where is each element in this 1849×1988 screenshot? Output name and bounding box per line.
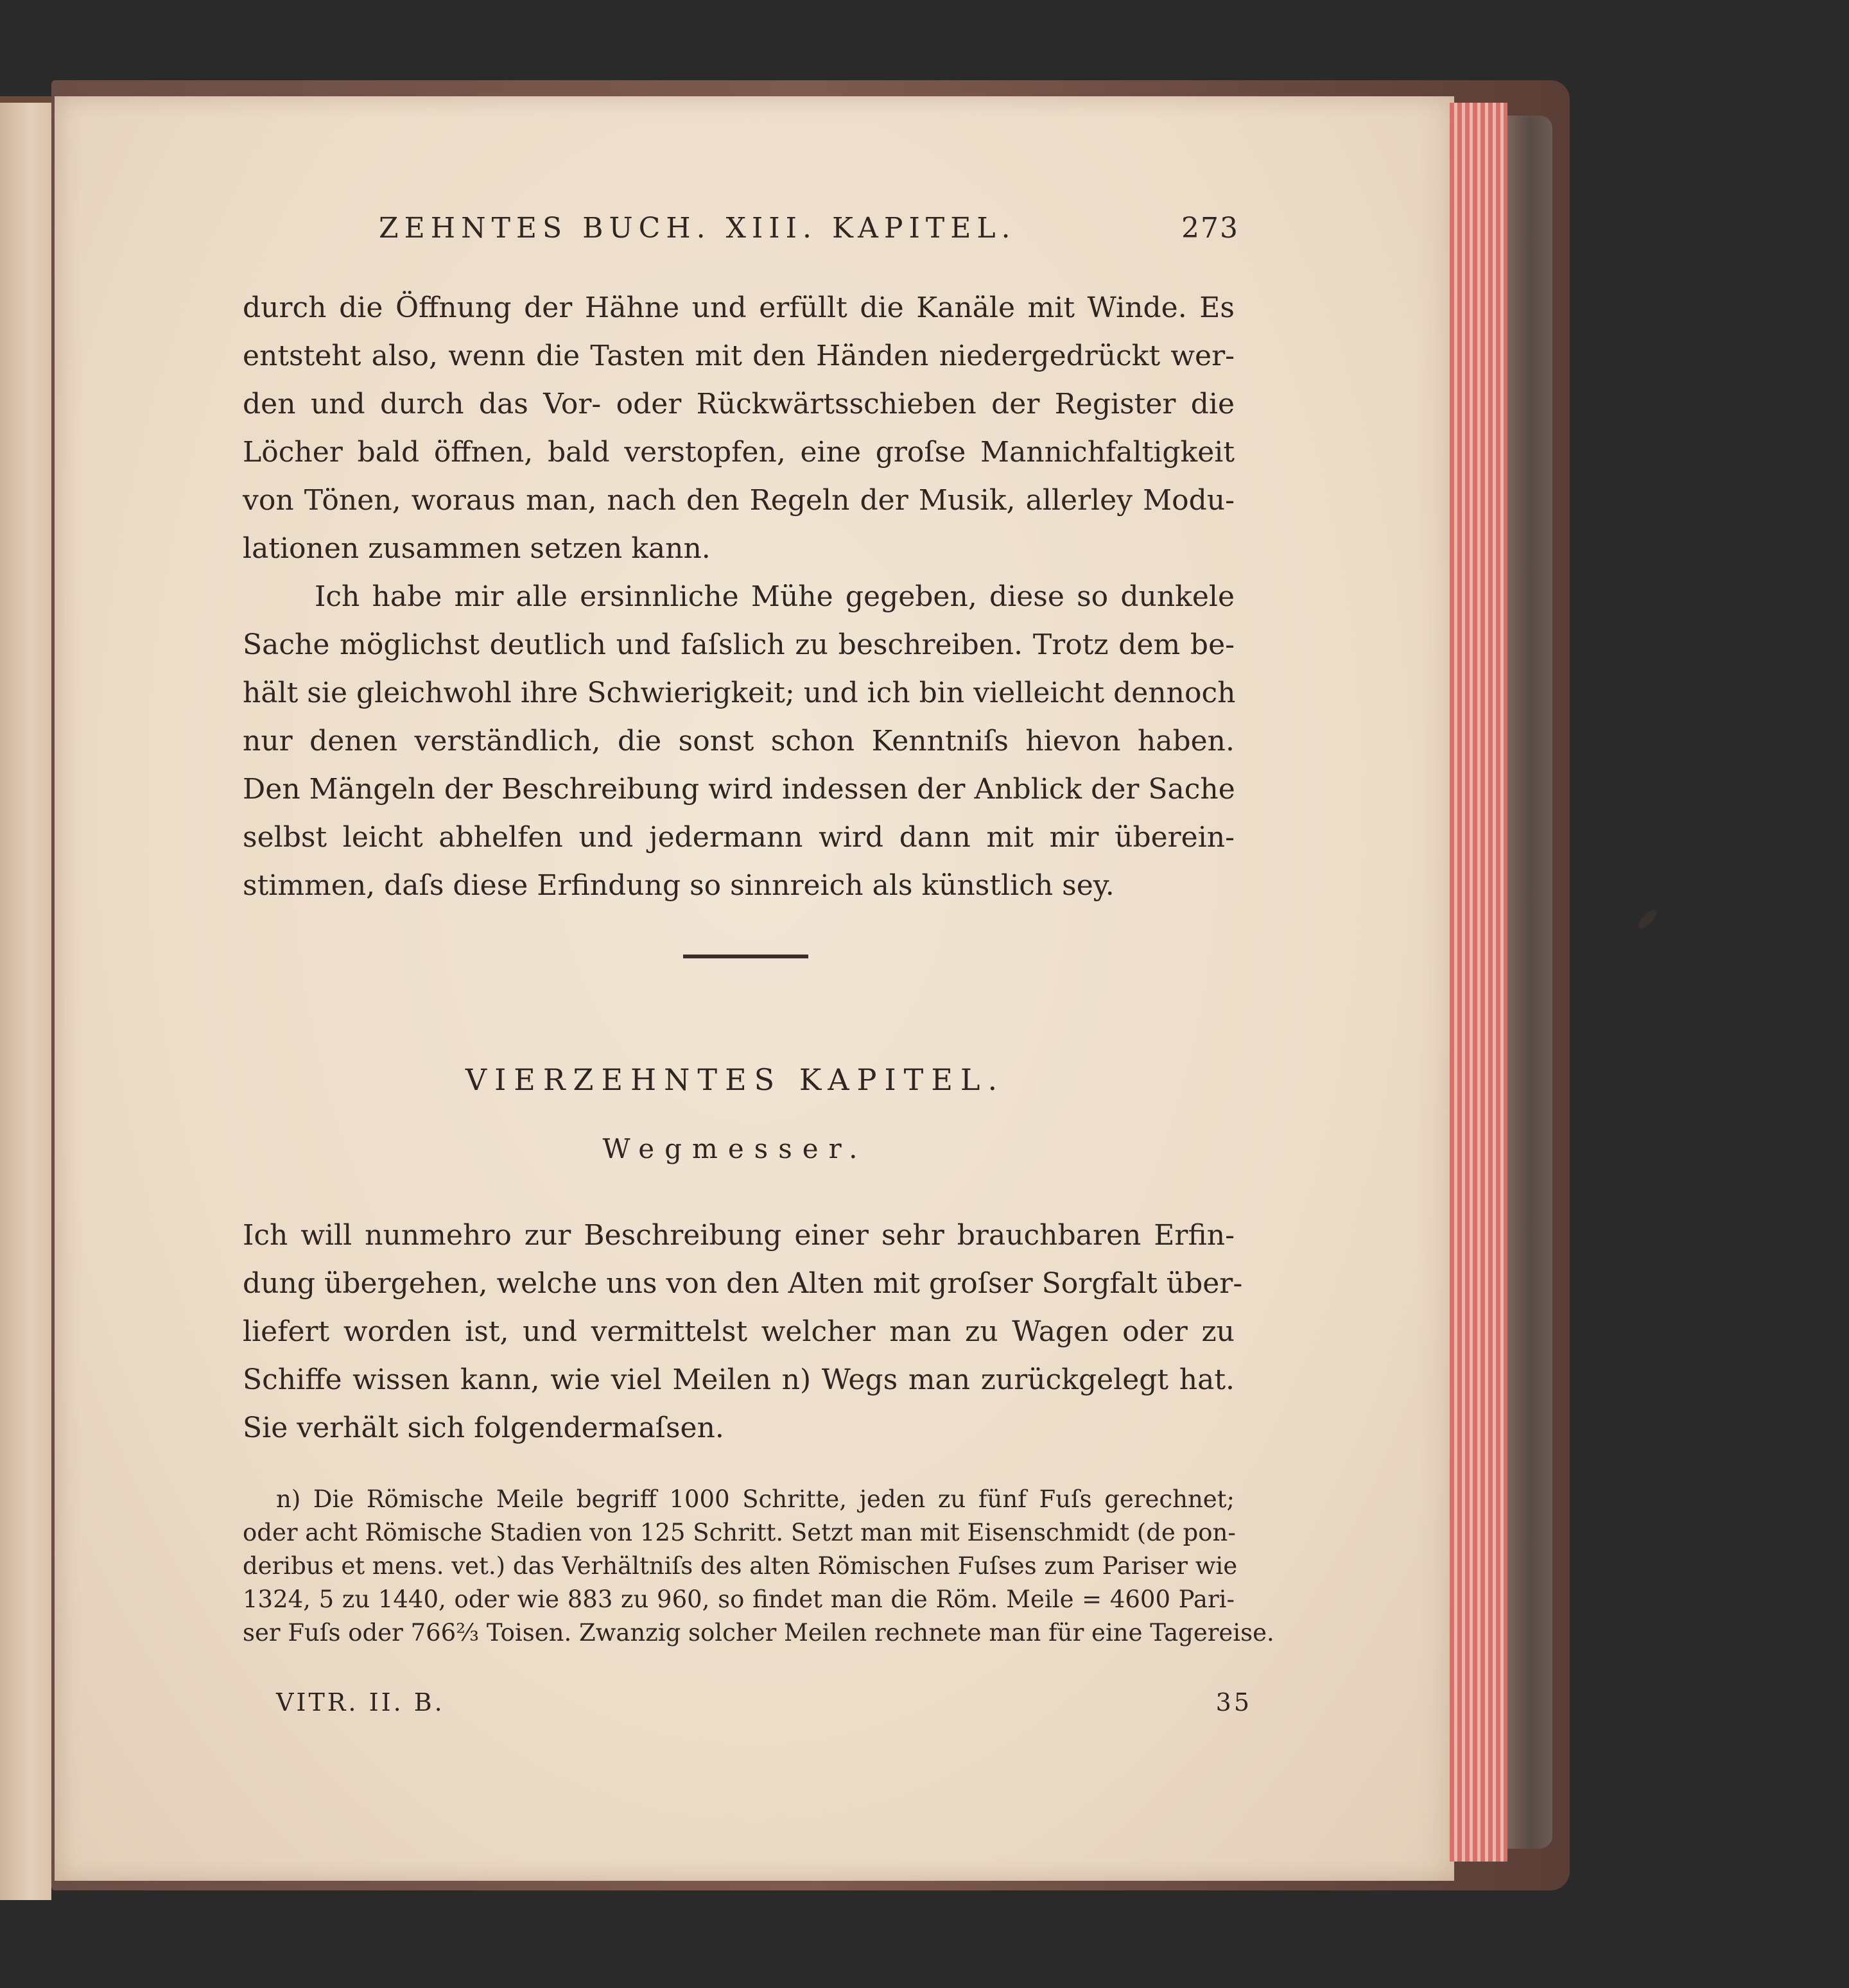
signature-mark: VITR. II. B. — [276, 1688, 445, 1716]
paragraph1-line: durch die Öffnung der Hähne und erfüllt die Kanäle mit Winde. Es — [243, 291, 1235, 324]
chapter-title: VIERZEHNTES KAPITEL. — [465, 1062, 1005, 1097]
page-number: 273 — [1181, 212, 1239, 245]
paragraph1-line: Löcher bald öffnen, bald verstopfen, eine groſse Mannichfaltigkeit — [243, 436, 1235, 469]
page-footer — [276, 1688, 1252, 1716]
paragraph3-line: liefert worden ist, und vermittelst welcher man zu Wagen oder zu — [243, 1315, 1235, 1348]
paragraph2-line: nur denen verständlich, die sonst schon Kenntniſs hievon haben. — [243, 725, 1235, 757]
paragraph2-line: hält sie gleichwohl ihre Schwierigkeit; und ich bin vielleicht dennoch — [243, 677, 1236, 709]
paragraph1-line: lationen zusammen setzen kann. — [243, 532, 711, 565]
paragraph2-line: Sache möglichst deutlich und faſslich zu beschreiben. Trotz dem be- — [243, 628, 1235, 661]
paragraph3-line: Ich will nunmehro zur Beschreibung einer sehr brauchbaren Erfin- — [243, 1219, 1235, 1252]
chapter-subtitle: Wegmesser. — [602, 1133, 868, 1164]
running-header — [379, 212, 1239, 245]
footnote-line: 1324, 5 zu 1440, oder wie 883 zu 960, so findet man die Röm. Meile = 4600 Pari- — [243, 1586, 1235, 1613]
paragraph2-line: Ich habe mir alle ersinnliche Mühe gegeben, diese so dunkele — [315, 580, 1235, 613]
footnote-line: deribus et mens. vet.) das Verhältniſs des alten Römischen Fuſses zum Pariser wie — [243, 1552, 1238, 1580]
paragraph1-line: entsteht also, wenn die Tasten mit den Händen niedergedrückt wer- — [243, 340, 1235, 372]
paragraph1-line: den und durch das Vor- oder Rückwärtsschieben der Register die — [243, 388, 1235, 420]
footnote-line: ser Fuſs oder 766⅔ Toisen. Zwanzig solcher Meilen rechnete man für eine Tagereise. — [243, 1619, 1274, 1647]
section-divider — [683, 955, 808, 958]
paragraph1-line: von Tönen, woraus man, nach den Regeln der Musik, allerley Modu- — [243, 484, 1235, 517]
paragraph2-line: Den Mängeln der Beschreibung wird indessen der Anblick der Sache — [243, 773, 1235, 806]
paragraph3-line: Sie verhält sich folgendermaſsen. — [243, 1412, 724, 1444]
paragraph2-line: selbst leicht abhelfen und jedermann wird dann mit mir überein- — [243, 821, 1235, 854]
folio-number: 35 — [1215, 1688, 1252, 1716]
paragraph3-line: dung übergehen, welche uns von den Alten mit groſser Sorgfalt über- — [243, 1267, 1243, 1300]
paragraph2-line: stimmen, daſs diese Erfindung so sinnreich als künstlich sey. — [243, 869, 1115, 902]
running-title: ZEHNTES BUCH. XIII. KAPITEL. — [379, 212, 1016, 245]
footnote-line: oder acht Römische Stadien von 125 Schritt. Setzt man mit Eisenschmidt (de pon- — [243, 1519, 1236, 1546]
paragraph3-line: Schiffe wissen kann, wie viel Meilen n) Wegs man zurückgelegt hat. — [243, 1363, 1235, 1396]
footnote-line: n) Die Römische Meile begriff 1000 Schritte, jeden zu fünf Fuſs gerechnet; — [276, 1485, 1235, 1513]
